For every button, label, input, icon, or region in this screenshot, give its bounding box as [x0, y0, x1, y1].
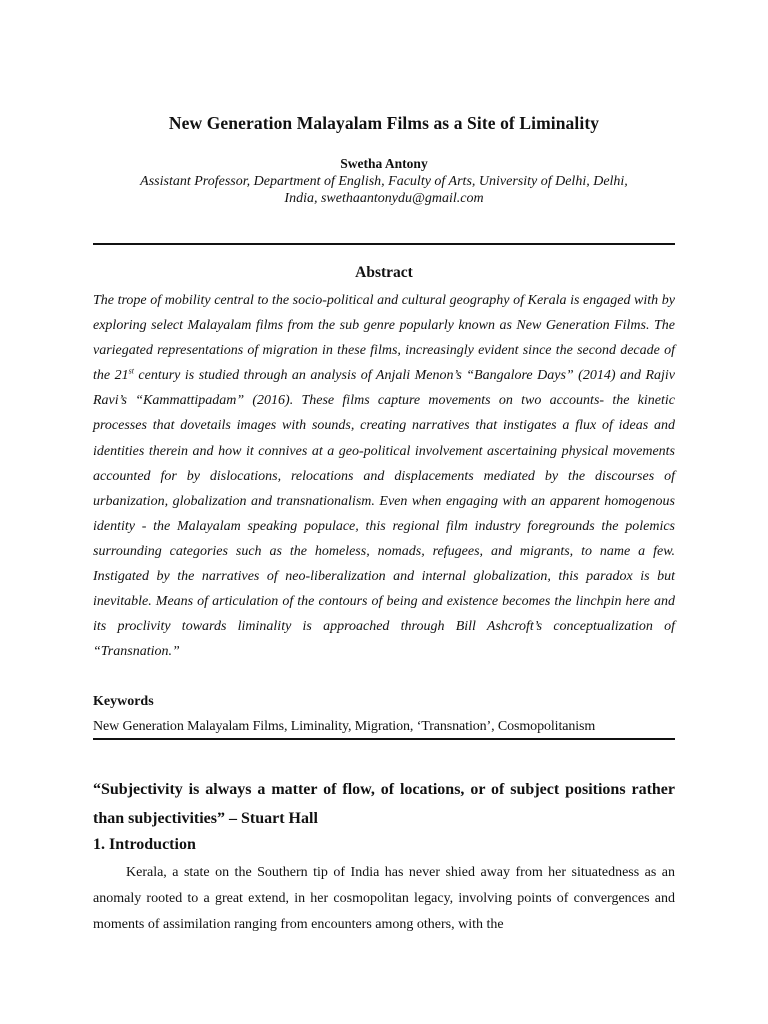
epigraph-quote: “Subjectivity is always a matter of flow, of locations, or of subject positions rather than subjectivities” – Stuart Hall [93, 781, 675, 827]
abstract-body [93, 288, 675, 664]
top-divider [93, 243, 675, 245]
keywords-list: New Generation Malayalam Films, Liminality, Migration, ‘Transnation’, Cosmopolitanism [93, 719, 596, 734]
abstract-heading: Abstract [355, 264, 413, 281]
abstract-text-part-2: century is studied through an analysis of Anjali Menon’s “Bangalore Days” (2014) and Rajiv Ravi’s “Kammattipadam” (2016). These films capture movements on two accounts- the kinetic processes that dovetails images with sounds, creating narratives that instigates a flux of ideas and identities therein and how it connives at a geo-political involvement ascertaining physical movements accounted for by dislocations, relocations and displacements mediated by the discourses of urbanization, globalization and transnationalism. Even when engaging with an apparent homogenous identity - the Malayalam speaking populace, this regional film industry foregrounds the polemics surrounding categories such as the homeless, nomads, refugees, and migrants, to name a few. Instigated by the narratives of neo-liberalization and internal globalization, this paradox is but inevitable. Means of articulation of the contours of being and existence becomes the linchpin here and its proclivity towards liminality is approached through Bill Ashcroft’s conceptualization of “Transnation.” [93, 368, 675, 660]
affiliation-line-1: Assistant Professor, Department of English, Faculty of Arts, University of Delhi, Delhi, [140, 174, 628, 189]
bottom-divider [93, 738, 675, 740]
introduction-paragraph: Kerala, a state on the Southern tip of India has never shied away from her situatedness as an anomaly rooted to a great extend, in her cosmopolitan legacy, involving points of convergences and moments of assimilation ranging from encounters among others, with the [93, 865, 675, 932]
affiliation-line-2: India, swethaantonydu@gmail.com [284, 190, 484, 206]
abstract-text-part-1: The trope of mobility central to the socio-political and cultural geography of Kerala is engaged with by exploring select Malayalam films from the sub genre popularly known as New Generation Films. The variegated representations of migration in these films, increasingly evident since the second decade of the 21 [93, 293, 675, 384]
author-affiliation [93, 174, 675, 207]
ordinal-superscript: st [128, 366, 134, 376]
author-name: Swetha Antony [340, 156, 428, 171]
paper-title: New Generation Malayalam Films as a Site of Liminality [168, 113, 600, 133]
section-heading-introduction: 1. Introduction [93, 836, 196, 853]
keywords-heading: Keywords [93, 694, 154, 709]
